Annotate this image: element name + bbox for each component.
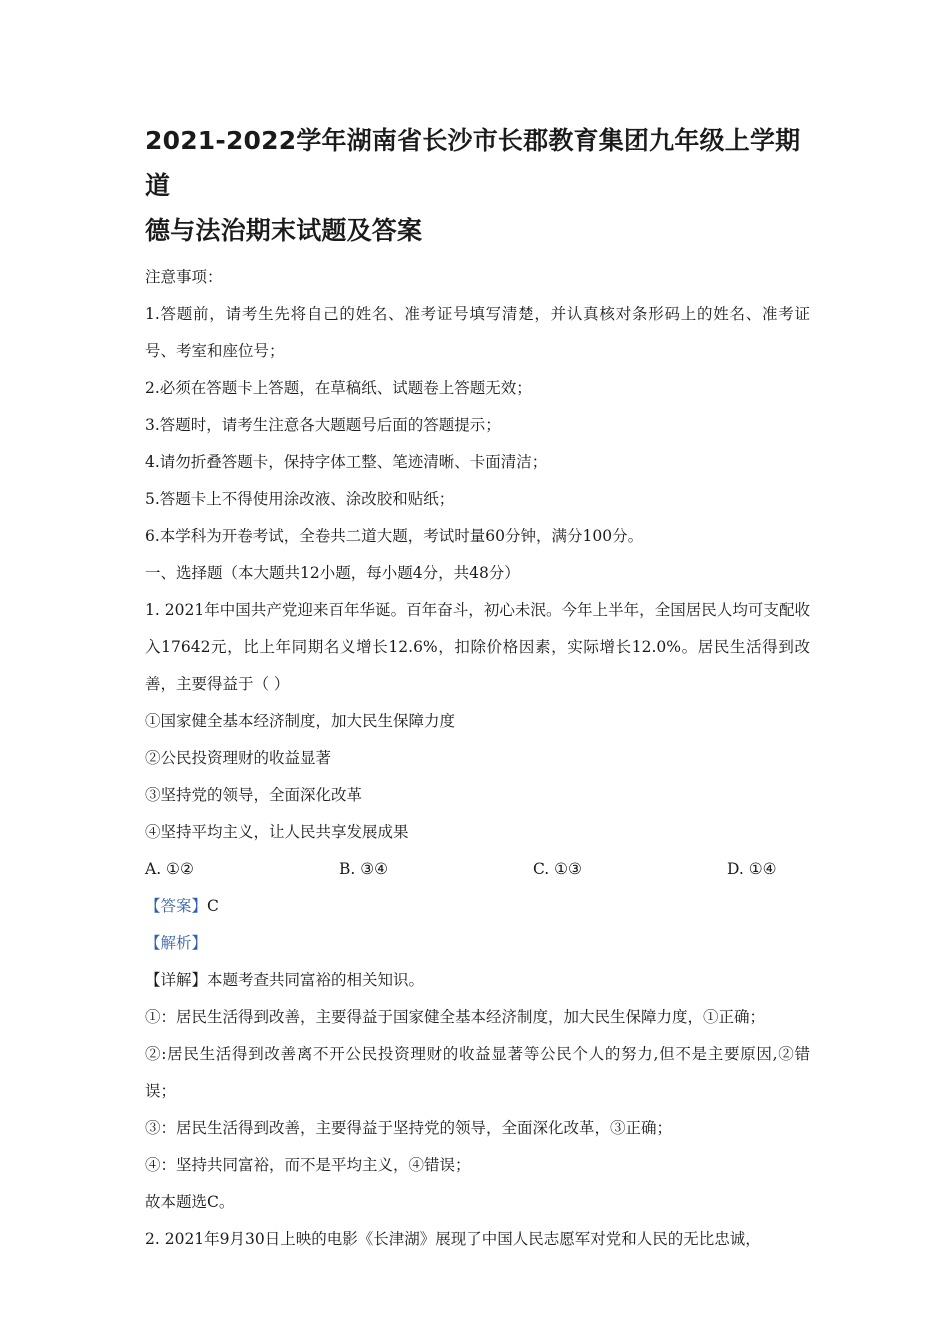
q1-answer — [145, 888, 810, 925]
q1-option-d: D. ①④ — [727, 860, 777, 878]
title-line-1: 2021-2022学年湖南省长沙市长郡教育集团九年级上学期道 — [145, 126, 801, 200]
notice-item-1: 1.答题前，请考生先将自己的姓名、准考证号填写清楚，并认真核对条形码上的姓名、准考证号、考室和座位号； — [145, 305, 810, 360]
notice-item-5: 5.答题卡上不得使用涂改液、涂改胶和贴纸； — [145, 490, 455, 508]
q1-options — [145, 851, 810, 888]
q1-explanation-4: ④：坚持共同富裕，而不是平均主义，④错误； — [145, 1156, 471, 1174]
notice-item-3: 3.答题时，请考生注意各大题题号后面的答题提示； — [145, 416, 501, 434]
q1-statement-2: ②公民投资理财的收益显著 — [145, 749, 332, 767]
q1-statement-3: ③坚持党的领导，全面深化改革 — [145, 786, 363, 804]
answer-tag: 【答案】 — [145, 897, 208, 915]
document-title — [145, 118, 810, 253]
question-1-stem: 1. 2021年中国共产党迎来百年华诞。百年奋斗，初心未泯。今年上半年，全国居民人均可支配收入17642元，比上年同期名义增长12.6%，扣除价格因素，实际增长12.0%。居民生活得到改善，主要得益于（ ） — [145, 601, 810, 693]
notice-item-4: 4.请勿折叠答题卡，保持字体工整、笔迹清晰、卡面清洁； — [145, 453, 548, 471]
document-page — [145, 118, 810, 1258]
q1-explanation-3: ③：居民生活得到改善，主要得益于坚持党的领导，全面深化改革，③正确； — [145, 1119, 673, 1137]
q1-option-b: B. ③④ — [339, 860, 389, 878]
analysis-tag: 【解析】 — [145, 934, 208, 952]
q1-explanation-1: ①：居民生活得到改善，主要得益于国家健全基本经济制度，加大民生保障力度，①正确； — [145, 1008, 766, 1026]
notice-item-6: 6.本学科为开卷考试，全卷共二道大题，考试时量60分钟，满分100分。 — [145, 527, 644, 545]
notice-item-2: 2.必须在答题卡上答题，在草稿纸、试题卷上答题无效； — [145, 379, 532, 397]
answer-value: C — [207, 897, 219, 915]
q1-detail: 【详解】本题考查共同富裕的相关知识。 — [145, 971, 425, 989]
q1-option-a: A. ①② — [145, 860, 194, 878]
q1-explanation-2: ②:居民生活得到改善离不开公民投资理财的收益显著等公民个人的努力,但不是主要原因,②错误； — [145, 1045, 810, 1100]
q1-statement-1: ①国家健全基本经济制度，加大民生保障力度 — [145, 712, 456, 730]
section-heading: 一、选择题（本大题共12小题，每小题4分，共48分） — [145, 564, 520, 582]
q1-option-c: C. ①③ — [533, 860, 582, 878]
q1-conclusion: 故本题选C。 — [145, 1193, 235, 1211]
notice-heading: 注意事项： — [145, 268, 223, 286]
title-line-2: 德与法治期末试题及答案 — [145, 216, 423, 245]
question-2-stem: 2. 2021年9月30日上映的电影《长津湖》展现了中国人民志愿军对党和人民的无比忠诚， — [145, 1230, 761, 1248]
q1-analysis — [145, 925, 810, 962]
q1-statement-4: ④坚持平均主义，让人民共享发展成果 — [145, 823, 409, 841]
